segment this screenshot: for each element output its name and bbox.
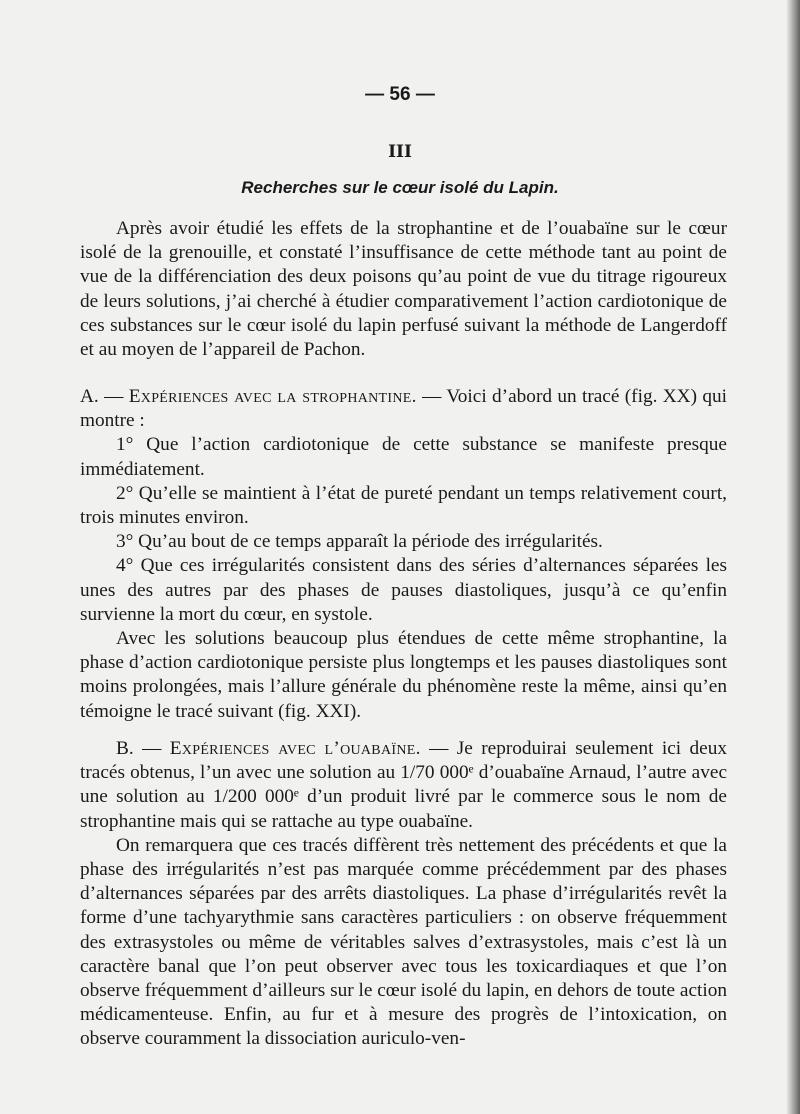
part-a-label: A. — bbox=[80, 386, 129, 407]
part-a-lead: — Voici d’abord un tracé (fig. XX) qui montre : bbox=[80, 386, 727, 432]
part-a-item-2: 2° Qu’elle se maintient à l’état de pureté pendant un temps relativement court, trois minutes environ. bbox=[80, 482, 727, 529]
part-b-paragraph: On remarquera que ces tracés diffèrent très nettement des précédents et que la phase des irrégularités n’est pas marquée comme précédemment par des phases d’alternances séparées par des arrêts diastoliques. La phase d’irrégularités revêt la forme d’une tachyarythmie sans caractères particuliers : on observe fréquemment des extrasystoles ou même de véritables salves d’extrasystoles, mais c’est là un caractère banal que l’on peut observer avec tous les toxicardiaques et que l’on observe fréquemment d’ailleurs sur le cœur isolé du lapin, en dehors de toute action médicamenteuse. Enfin, au fur et à mesure des progrès de l’intoxication, on observe couramment la dissociation auriculo-ven- bbox=[80, 834, 727, 1050]
part-a-heading: Expériences avec la strophantine. bbox=[128, 386, 417, 407]
part-a-item-1: 1° Que l’action cardiotonique de cette substance se manifeste presque immédiatement. bbox=[80, 434, 727, 480]
intro-paragraph: Après avoir étudié les effets de la strophantine et de l’ouabaïne sur le cœur isolé de la grenouille, et constaté l’insuffisance de cette méthode tant au point de vue de la différenciation des deux poisons qu’au point de vue du titrage rigoureux de leurs solutions, j’ai cherché à étudier comparativement l’action cardiotonique de ces substances sur le cœur isolé du lapin perfusé suivant la méthode de Langerdoff et au moyen de l’appareil de Pachon. bbox=[80, 218, 727, 361]
part-b-label: B. — bbox=[116, 738, 170, 759]
page-edge-shadow bbox=[786, 0, 800, 1114]
part-a-heading-paragraph bbox=[80, 385, 727, 433]
part-a-block bbox=[80, 385, 727, 724]
part-a-item-3: 3° Qu’au bout de ce temps apparaît la période des irrégularités. bbox=[116, 531, 603, 553]
part-a-item-4: 4° Que ces irrégularités consistent dans des séries d’alternances séparées les unes des autres par des phases de pauses diastoliques, jusqu’à ce qu’enfin survienne la mort du cœur, en systole. bbox=[80, 555, 727, 625]
part-b-heading: Expériences avec l’ouabaïne. bbox=[169, 738, 421, 759]
part-b-heading-paragraph bbox=[80, 737, 727, 834]
part-a-closing: Avec les solutions beaucoup plus étendues de cette même strophantine, la phase d’action cardiotonique persiste plus longtemps et les pauses diastoliques sont moins prolongées, mais l’allure générale du phénomène reste la même, ainsi qu’en témoigne le tracé suivant (fig. XXI). bbox=[80, 628, 727, 722]
section-title: Recherches sur le cœur isolé du Lapin. bbox=[241, 178, 559, 197]
part-b-block bbox=[80, 737, 727, 1052]
page-number: — 56 — bbox=[365, 84, 435, 105]
section-number: III bbox=[388, 142, 412, 162]
intro-block bbox=[80, 217, 727, 362]
part-b-lead: — Je reproduirai seulement ici deux tracés obtenus, l’un avec une solution au 1/70 000ᵉ d’ouabaïne Arnaud, l’autre avec une solution au 1/200 000ᵉ d’un produit livré par le commerce sous le nom de strophantine mais qui se rattache au type ouabaïne. bbox=[80, 738, 727, 832]
